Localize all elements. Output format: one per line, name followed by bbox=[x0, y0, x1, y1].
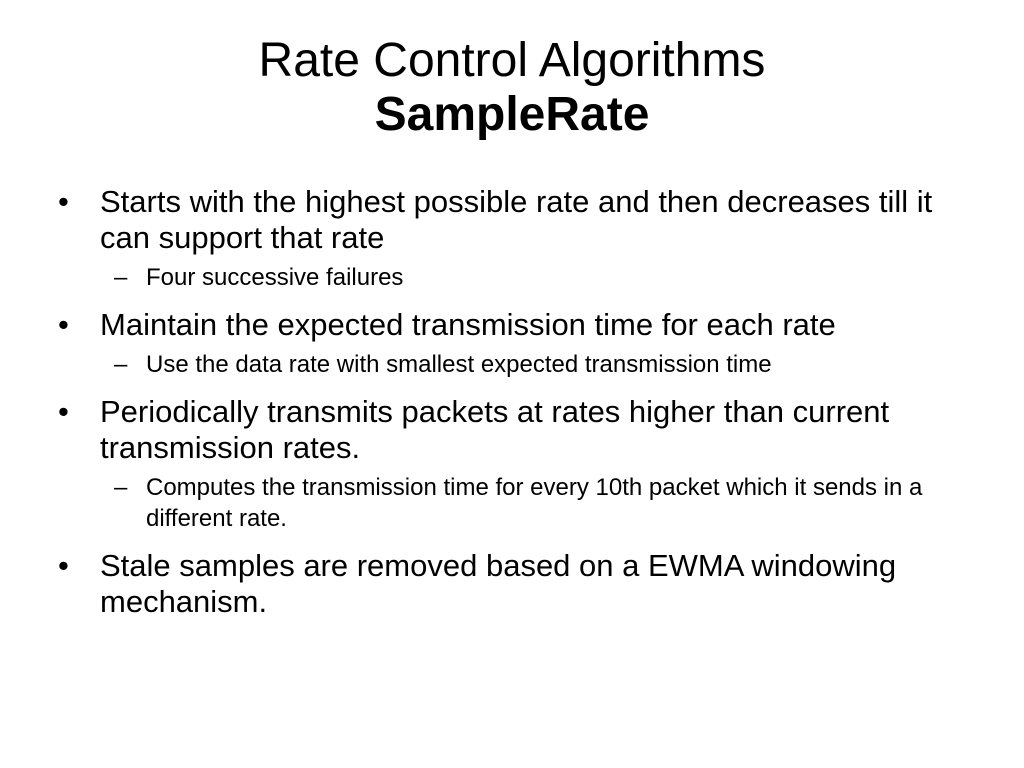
sub-bullet-marker: – bbox=[114, 474, 128, 501]
bullet-text: Stale samples are removed based on a EWMA windowing mechanism. bbox=[100, 548, 897, 619]
bullet-marker: • bbox=[58, 394, 69, 429]
bullet-item bbox=[58, 394, 968, 466]
bullet-list bbox=[58, 184, 968, 626]
bullet-marker: • bbox=[58, 184, 69, 219]
bullet-text: Maintain the expected transmission time for each rate bbox=[100, 307, 836, 342]
bullet-item bbox=[58, 184, 968, 256]
sub-bullet-item bbox=[58, 472, 968, 534]
bullet-item bbox=[58, 307, 968, 343]
slide-title: Rate Control Algorithms bbox=[258, 34, 766, 87]
sub-bullet-text: Computes the transmission time for every 10th packet which it sends in a different rate. bbox=[146, 474, 923, 532]
bullet-marker: • bbox=[58, 307, 69, 342]
sub-bullet-item bbox=[58, 349, 968, 380]
bullet-text: Periodically transmits packets at rates higher than current transmission rates. bbox=[100, 394, 890, 465]
sub-bullet-text: Four successive failures bbox=[146, 264, 404, 291]
sub-bullet-marker: – bbox=[114, 351, 128, 378]
sub-bullet-text: Use the data rate with smallest expected transmission time bbox=[146, 351, 772, 378]
bullet-item bbox=[58, 548, 968, 620]
bullet-marker: • bbox=[58, 548, 69, 583]
sub-bullet-marker: – bbox=[114, 264, 128, 291]
slide-subtitle: SampleRate bbox=[374, 88, 650, 141]
sub-bullet-item bbox=[58, 262, 968, 293]
title-block bbox=[0, 34, 1024, 142]
bullet-text: Starts with the highest possible rate and then decreases till it can support that rate bbox=[100, 184, 933, 255]
